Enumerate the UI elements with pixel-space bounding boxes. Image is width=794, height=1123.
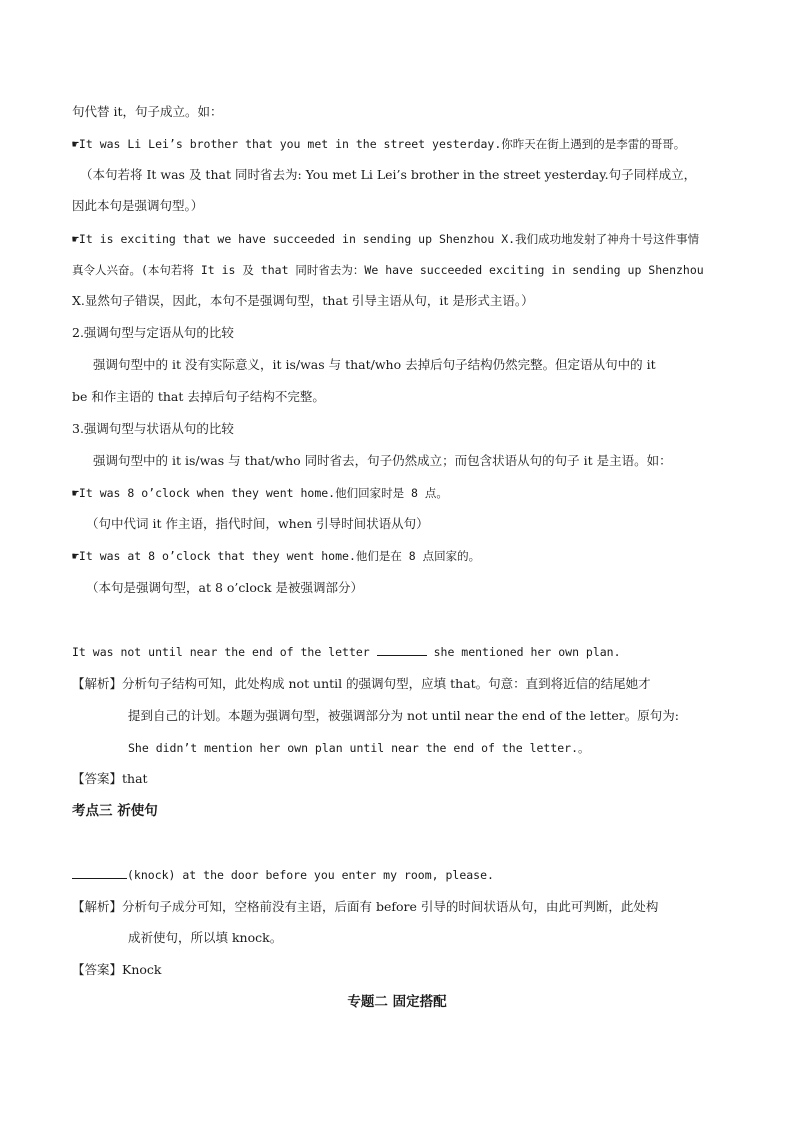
example-1: ☛It was Li Lei’s brother that you met in the street yesterday.你昨天在街上遇到的是李雷的哥哥。	[72, 137, 686, 151]
answer-label: 【答案】	[72, 771, 123, 786]
question-1-answer	[72, 771, 148, 787]
answer-label-2: 【答案】	[72, 962, 123, 977]
question-2-blank	[72, 868, 127, 879]
answer-value-2: Knock	[122, 962, 162, 977]
example-3: ☛It was 8 o’clock when they went home.他们回家时是 8 点。	[72, 486, 448, 500]
example-2-line1: ☛It is exciting that we have succeeded in sending up Shenzhou X.我们成功地发射了神舟十号这件事情	[72, 232, 700, 246]
heading-3-para-line1: 强调句型中的 it is/was 与 that/who 同时省去，句子仍然成立；而包含状语从句的句子 it 是主语。如：	[93, 453, 672, 468]
section-title-kaodian3: 考点三 祈使句	[72, 803, 158, 819]
example-3-note: （句中代词 it 作主语，指代时间，when 引导时间状语从句）	[86, 516, 429, 531]
example-2-line3: X.显然句子错误，因此，本句不是强调句型，that 引导主语从句，it 是形式主语。）	[72, 293, 534, 308]
paragraph-intro: 句代替 it，句子成立。如：	[72, 104, 223, 119]
analysis2-line2: 成祈使句，所以填 knock。	[128, 930, 283, 945]
heading-2: 2.强调句型与定语从句的比较	[72, 325, 234, 340]
question-1-analysis	[72, 676, 651, 692]
heading-2-para-line1: 强调句型中的 it 没有实际意义，it is/was 与 that/who 去掉后句子结构仍然完整。但定语从句中的 it	[93, 357, 656, 372]
question-2-analysis	[72, 899, 658, 915]
example-2-line2: 真令人兴奋。(本句若将 It is 及 that 同时省去为：We have succeeded exciting in sending up Shenzhou	[72, 263, 704, 277]
example-1-note-line2: 因此本句是强调句型。）	[72, 198, 204, 213]
answer-value: that	[122, 771, 148, 786]
example-1-note-line1: （本句若将 It was 及 that 同时省去为: You met Li Lei’s brother in the street yesterday.句子同样成立，	[80, 167, 697, 182]
question-1-text-before: It was not until near the end of the letter	[72, 645, 370, 659]
question-1-text-after: she mentioned her own plan.	[433, 645, 621, 659]
question-2	[72, 867, 494, 883]
analysis-label-2: 【解析】	[72, 899, 123, 914]
question-2-text: (knock) at the door before you enter my room, please.	[127, 868, 494, 882]
question-1-blank	[377, 645, 427, 656]
topic-title: 专题二 固定搭配	[347, 994, 447, 1010]
analysis-line2: 提到自己的计划。本题为强调句型，被强调部分为 not until near the end of the letter。原句为:	[128, 708, 679, 723]
analysis2-line1: 分析句子成分可知，空格前没有主语，后面有 before 引导的时间状语从句，由此可判断，此处构	[122, 899, 659, 914]
question-2-answer	[72, 962, 162, 978]
question-1	[72, 644, 621, 660]
analysis-line3: She didn’t mention her own plan until near the end of the letter.。	[128, 741, 590, 755]
analysis-line1: 分析句子结构可知，此处构成 not until 的强调句型，应填 that。句意：直到将近信的结尾她才	[122, 676, 651, 691]
example-4-note: （本句是强调句型，at 8 o’clock 是被强调部分）	[86, 580, 363, 595]
heading-3: 3.强调句型与状语从句的比较	[72, 421, 234, 436]
example-4: ☛It was at 8 o’clock that they went home.他们是在 8 点回家的。	[72, 549, 481, 563]
heading-2-para-line2: be 和作主语的 that 去掉后句子结构不完整。	[72, 389, 325, 404]
analysis-label: 【解析】	[72, 676, 123, 691]
